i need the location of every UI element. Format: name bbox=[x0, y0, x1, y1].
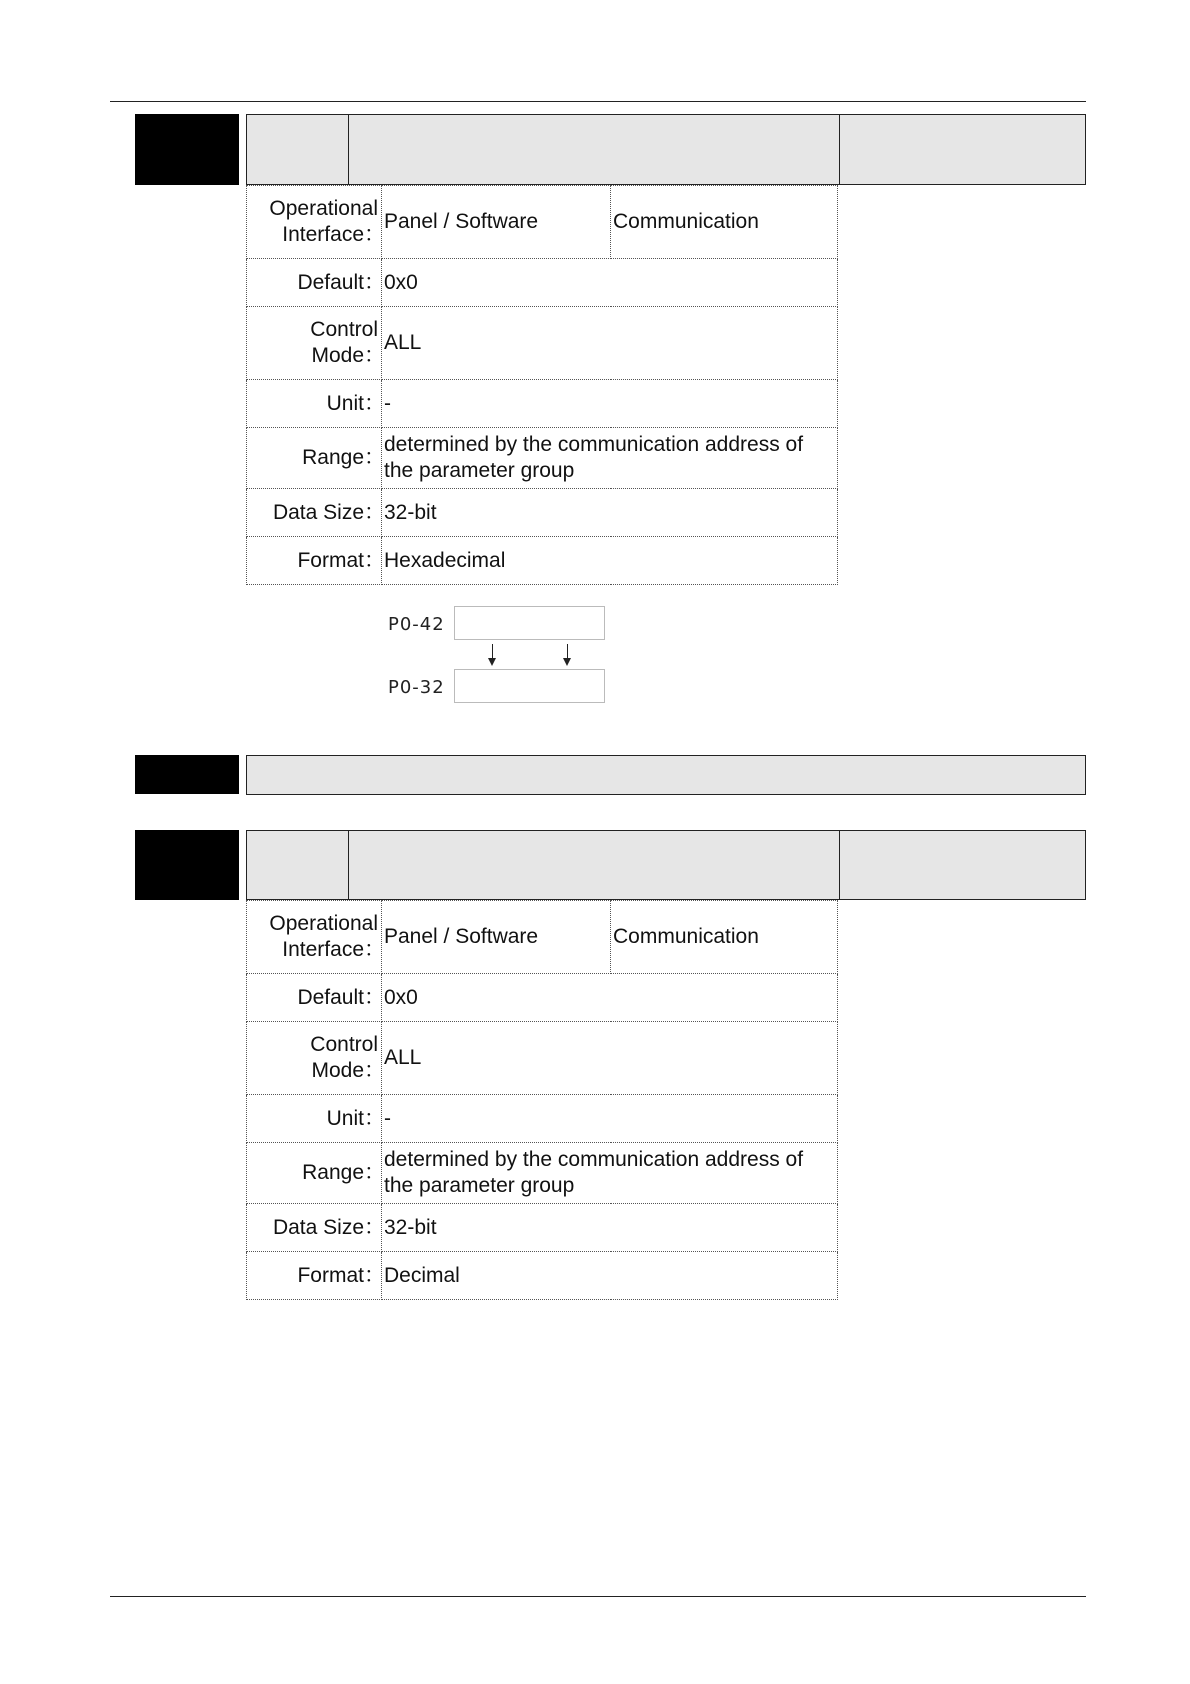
interface-comm-value: Communication bbox=[611, 186, 838, 259]
unit-value: - bbox=[382, 1095, 838, 1143]
interface-row bbox=[247, 186, 838, 259]
param2-attributes-table bbox=[246, 900, 838, 1300]
down-arrow-icon bbox=[492, 644, 493, 664]
interface-label-line1: Operational bbox=[269, 912, 378, 935]
interface-panel-value: Panel / Software bbox=[382, 901, 611, 974]
interface-row bbox=[247, 901, 838, 974]
control-mode-row: Control Mode： ALL bbox=[247, 307, 838, 380]
down-arrow-icon bbox=[567, 644, 568, 664]
range-row: Range： determined by the communication address of the parameter group bbox=[247, 428, 838, 489]
data-size-value: 32-bit bbox=[382, 1204, 838, 1252]
default-row: Default： 0x0 bbox=[247, 259, 838, 307]
param2-header-divider bbox=[348, 831, 349, 899]
range-row: Range： determined by the communication address of the parameter group bbox=[247, 1143, 838, 1204]
format-row: Format： Decimal bbox=[247, 1252, 838, 1300]
param1-header-box bbox=[246, 114, 1086, 185]
diagram-top-label: P0-42 bbox=[388, 614, 445, 635]
default-row: Default： 0x0 bbox=[247, 974, 838, 1022]
range-label: Range bbox=[302, 446, 364, 469]
control-mode-row: Control Mode： ALL bbox=[247, 1022, 838, 1095]
interface-label: Operational Interface： bbox=[247, 186, 382, 259]
control-mode-value: ALL bbox=[382, 1022, 838, 1095]
interface-label-line2: Interface bbox=[282, 938, 364, 961]
diagram-bottom-box bbox=[454, 669, 605, 703]
unit-row: Unit： - bbox=[247, 380, 838, 428]
data-size-row: Data Size： 32-bit bbox=[247, 1204, 838, 1252]
diagram-bottom-label: P0-32 bbox=[388, 677, 445, 698]
default-value: 0x0 bbox=[382, 259, 838, 307]
diagram-top-box bbox=[454, 606, 605, 640]
range-value: determined by the communication address of the parameter group bbox=[382, 428, 838, 489]
unit-value: - bbox=[382, 380, 838, 428]
data-size-label: Data Size bbox=[272, 1215, 364, 1239]
param1-header-divider bbox=[348, 115, 349, 184]
default-label: Default bbox=[297, 985, 364, 1009]
format-value: Decimal bbox=[382, 1252, 838, 1300]
default-value: 0x0 bbox=[382, 974, 838, 1022]
param2-header-divider bbox=[839, 831, 840, 899]
interface-label-line2: Interface bbox=[282, 223, 364, 246]
unit-row: Unit： - bbox=[247, 1095, 838, 1143]
param2-header-box bbox=[246, 830, 1086, 900]
control-label-line1: Control bbox=[310, 318, 378, 341]
param1-attributes-table bbox=[246, 185, 838, 585]
param1-header-divider bbox=[839, 115, 840, 184]
format-label: Format bbox=[297, 548, 364, 572]
data-size-label: Data Size bbox=[272, 500, 364, 524]
interface-panel-value: Panel / Software bbox=[382, 186, 611, 259]
param2-code-block bbox=[135, 830, 239, 900]
range-label: Range bbox=[302, 1161, 364, 1184]
control-label-line2: Mode bbox=[311, 1059, 364, 1082]
data-size-row: Data Size： 32-bit bbox=[247, 489, 838, 537]
interface-label: Operational Interface： bbox=[247, 901, 382, 974]
format-label: Format bbox=[297, 1263, 364, 1287]
interface-label-line1: Operational bbox=[269, 197, 378, 220]
interface-comm-value: Communication bbox=[611, 901, 838, 974]
format-row: Format： Hexadecimal bbox=[247, 537, 838, 585]
data-size-value: 32-bit bbox=[382, 489, 838, 537]
header-rule bbox=[110, 101, 1086, 102]
range-value: determined by the communication address of the parameter group bbox=[382, 1143, 838, 1204]
control-mode-value: ALL bbox=[382, 307, 838, 380]
default-label: Default bbox=[297, 270, 364, 294]
section-code-block bbox=[135, 755, 239, 794]
control-label-line1: Control bbox=[310, 1033, 378, 1056]
footer-rule bbox=[110, 1596, 1086, 1597]
param1-code-block bbox=[135, 114, 239, 185]
unit-label: Unit bbox=[326, 1106, 364, 1130]
section-header-box bbox=[246, 755, 1086, 795]
unit-label: Unit bbox=[326, 391, 364, 415]
format-value: Hexadecimal bbox=[382, 537, 838, 585]
control-label-line2: Mode bbox=[311, 344, 364, 367]
